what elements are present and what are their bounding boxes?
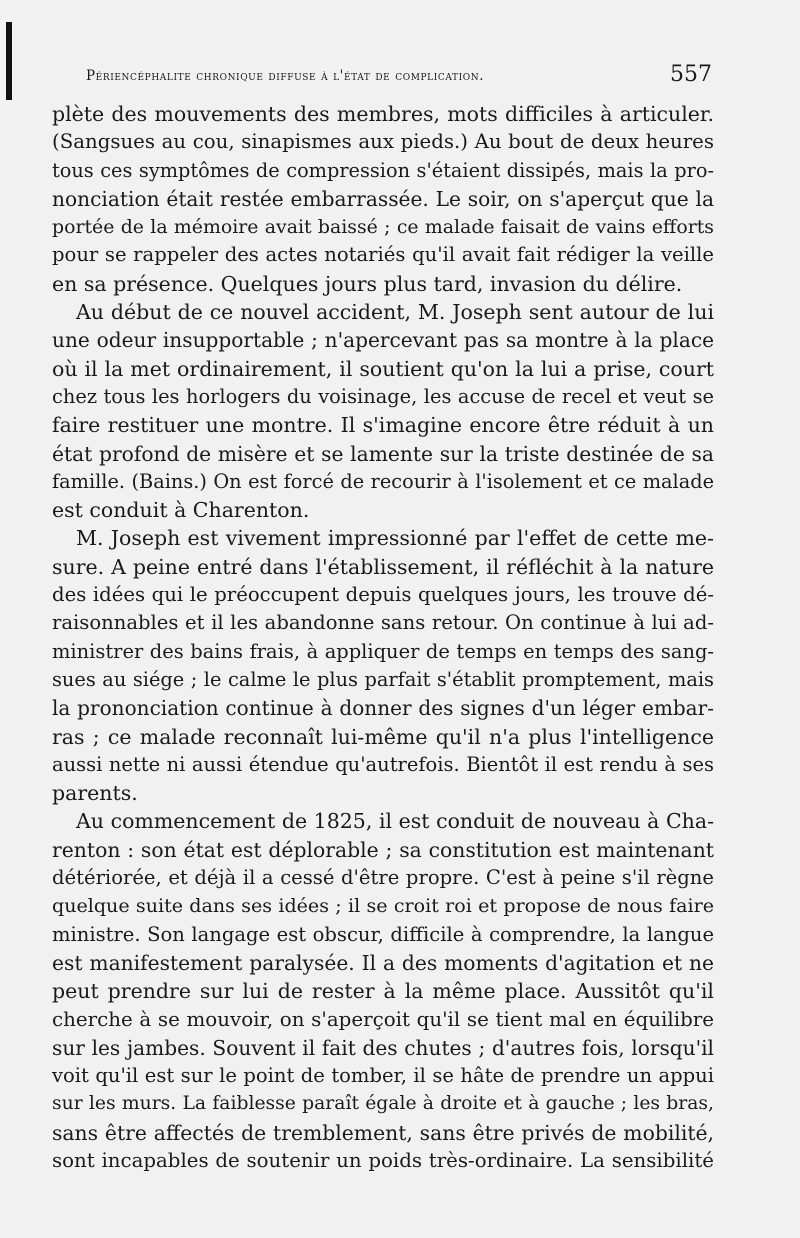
text-line: aussi nette ni aussi étendue qu'autrefois. Bientôt il est rendu à ses [52, 752, 714, 776]
text-line: en sa présence. Quelques jours plus tard, invasion du délire. [52, 271, 683, 296]
body-text [52, 100, 714, 1175]
text-line: Au début de ce nouvel accident, M. Joseph sent autour de lui [76, 300, 714, 325]
running-title: Périencéphalite chronique diffuse à l'état de complication. [86, 68, 485, 84]
text-line: des idées qui le préoccupent depuis quelques jours, les trouve dé- [52, 583, 714, 607]
text-line: est conduit à Charenton. [52, 498, 310, 523]
text-line: sans être affectés de tremblement, sans être privés de mobilité, [52, 1120, 714, 1145]
text-line: sont incapables de soutenir un poids très-ordinaire. La sensibilité [52, 1148, 714, 1172]
page-header [86, 60, 712, 90]
text-line: Au commencement de 1825, il est conduit de nouveau à Cha- [76, 809, 714, 834]
text-line: voit qu'il est sur le point de tomber, il se hâte de prendre un appui [52, 1064, 714, 1088]
text-line: ras ; ce malade reconnaît lui-même qu'il n'a plus l'intelligence [52, 724, 714, 749]
page-edge-shadow [6, 22, 12, 100]
page-number: 557 [670, 62, 712, 87]
text-line: tous ces symptômes de compression s'étaient dissipés, mais la pro- [52, 158, 714, 182]
text-line: sues au siége ; le calme le plus parfait s'établit promptement, mais [52, 667, 714, 691]
text-line: plète des mouvements des membres, mots difficiles à articuler. [52, 102, 714, 126]
text-line: ministrer des bains frais, à appliquer de temps en temps des sang- [52, 639, 714, 663]
text-line: pour se rappeler des actes notariés qu'il avait fait rédiger la veille [52, 243, 714, 267]
text-line: raisonnables et il les abandonne sans retour. On continue à lui ad- [52, 611, 714, 635]
text-line: renton : son état est déplorable ; sa constitution est maintenant [52, 837, 714, 862]
text-line: nonciation était restée embarrassée. Le soir, on s'aperçut que la [52, 186, 714, 211]
text-line: parents. [52, 781, 138, 806]
text-line: quelque suite dans ses idées ; il se croit roi et propose de nous faire [52, 895, 714, 918]
text-line: détériorée, et déjà il a cessé d'être propre. C'est à peine s'il règne [52, 866, 714, 890]
text-line: sur les jambes. Souvent il fait des chutes ; d'autres fois, lorsqu'il [52, 1035, 714, 1060]
text-line: état profond de misère et se lamente sur la triste destinée de sa [52, 441, 714, 466]
text-line: ministre. Son langage est obscur, difficile à comprendre, la langue [52, 922, 714, 946]
text-line: peut prendre sur lui de rester à la même place. Aussitôt qu'il [52, 979, 714, 1004]
text-line: cherche à se mouvoir, on s'aperçoit qu'il se tient mal en équilibre [52, 1007, 714, 1031]
text-line: (Sangsues au cou, sinapismes aux pieds.) Au bout de deux heures [52, 130, 714, 154]
text-line: faire restituer une montre. Il s'imagine encore être réduit à un [52, 413, 714, 438]
text-line: une odeur insupportable ; n'apercevant pas sa montre à la place [52, 328, 714, 353]
text-line: portée de la mémoire avait baissé ; ce malade faisait de vains efforts [52, 216, 714, 239]
text-line: sure. A peine entré dans l'établissement, il réfléchit à la nature [52, 554, 714, 579]
text-line: sur les murs. La faiblesse paraît égale à droite et à gauche ; les bras, [52, 1093, 714, 1115]
text-line: chez tous les horlogers du voisinage, les accuse de recel et veut se [52, 384, 714, 408]
text-line: où il la met ordinairement, il soutient qu'on la lui a prise, court [52, 356, 714, 381]
text-line: est manifestement paralysée. Il a des moments d'agitation et ne [52, 950, 714, 975]
text-line: famille. (Bains.) On est forcé de recourir à l'isolement et ce malade [52, 469, 714, 493]
text-line: la prononciation continue à donner des signes d'un léger embar- [52, 696, 714, 721]
text-line: M. Joseph est vivement impressionné par l'effet de cette me- [76, 526, 714, 551]
